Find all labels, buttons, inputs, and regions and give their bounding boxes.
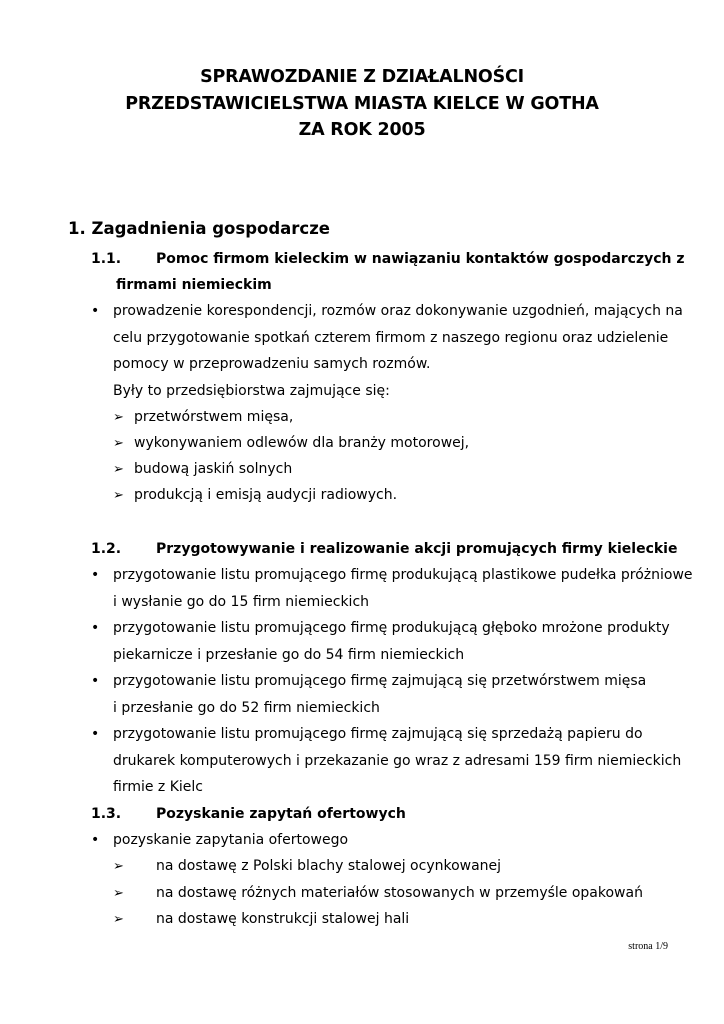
- document-title-line2: PRZEDSTAWICIELSTWA MIASTA KIELCE W GOTHA: [125, 94, 599, 114]
- list-item: pozyskanie zapytania ofertowego: [113, 832, 349, 848]
- list-item: przygotowanie listu promującego firmę produkującą plastikowe pudełka próżniowe: [113, 567, 693, 583]
- page-number: strona 1/9: [628, 941, 668, 952]
- list-item: wykonywaniem odlewów dla branży motorowej,: [134, 435, 470, 451]
- arrow-bullet-icon: ➢: [113, 912, 124, 927]
- list-item: na dostawę z Polski blachy stalowej ocynkowanej: [156, 858, 502, 874]
- arrow-bullet-icon: ➢: [113, 462, 124, 477]
- list-item: budową jaskiń solnych: [134, 461, 293, 477]
- bullet-icon: •: [91, 620, 100, 636]
- document-title-line3: ZA ROK 2005: [298, 120, 426, 140]
- arrow-bullet-icon: ➢: [113, 886, 124, 901]
- list-intro: Były to przedsiębiorstwa zajmujące się:: [113, 383, 390, 399]
- list-item: produkcją i emisją audycji radiowych.: [134, 487, 398, 503]
- list-item: prowadzenie korespondencji, rozmów oraz dokonywanie uzgodnień, mających na: [113, 303, 683, 319]
- arrow-bullet-icon: ➢: [113, 859, 124, 874]
- list-item-continued: piekarnicze i przesłanie go do 54 firm niemieckich: [113, 647, 465, 663]
- list-item-continued: pomocy w przeprowadzeniu samych rozmów.: [113, 356, 431, 372]
- list-item-continued: i przesłanie go do 52 firm niemieckich: [113, 700, 380, 716]
- arrow-bullet-icon: ➢: [113, 488, 124, 503]
- subsection-number: 1.1.: [91, 251, 122, 267]
- subsection-title: Pomoc firmom kieleckim w nawiązaniu kontaktów gospodarczych z: [156, 251, 685, 267]
- bullet-icon: •: [91, 832, 100, 848]
- list-item: przetwórstwem mięsa,: [134, 409, 294, 425]
- bullet-icon: •: [91, 303, 100, 319]
- list-item: przygotowanie listu promującego firmę zajmującą się przetwórstwem mięsa: [113, 673, 647, 689]
- arrow-bullet-icon: ➢: [113, 410, 124, 425]
- section-heading: 1. Zagadnienia gospodarcze: [68, 219, 330, 238]
- list-item: na dostawę różnych materiałów stosowanych w przemyśle opakowań: [156, 885, 643, 901]
- list-item-continued: drukarek komputerowych i przekazanie go wraz z adresami 159 firm niemieckich: [113, 753, 682, 769]
- subsection-number: 1.2.: [91, 541, 122, 557]
- subsection-title-continued: firmami niemieckim: [116, 277, 272, 293]
- list-item: na dostawę konstrukcji stalowej hali: [156, 911, 410, 927]
- subsection-title: Przygotowywanie i realizowanie akcji promujących firmy kieleckie: [156, 541, 678, 557]
- bullet-icon: •: [91, 673, 100, 689]
- list-item: przygotowanie listu promującego firmę produkującą głęboko mrożone produkty: [113, 620, 670, 636]
- subsection-title: Pozyskanie zapytań ofertowych: [156, 806, 406, 822]
- bullet-icon: •: [91, 726, 100, 742]
- arrow-bullet-icon: ➢: [113, 436, 124, 451]
- subsection-number: 1.3.: [91, 806, 122, 822]
- list-item-continued: celu przygotowanie spotkań czterem firmom z naszego regionu oraz udzielenie: [113, 330, 669, 346]
- document-title-line1: SPRAWOZDANIE Z DZIAŁALNOŚCI: [200, 67, 524, 87]
- list-item-continued: i wysłanie go do 15 firm niemieckich: [113, 594, 370, 610]
- list-item-continued: firmie z Kielc: [113, 779, 203, 795]
- list-item: przygotowanie listu promującego firmę zajmującą się sprzedażą papieru do: [113, 726, 643, 742]
- bullet-icon: •: [91, 567, 100, 583]
